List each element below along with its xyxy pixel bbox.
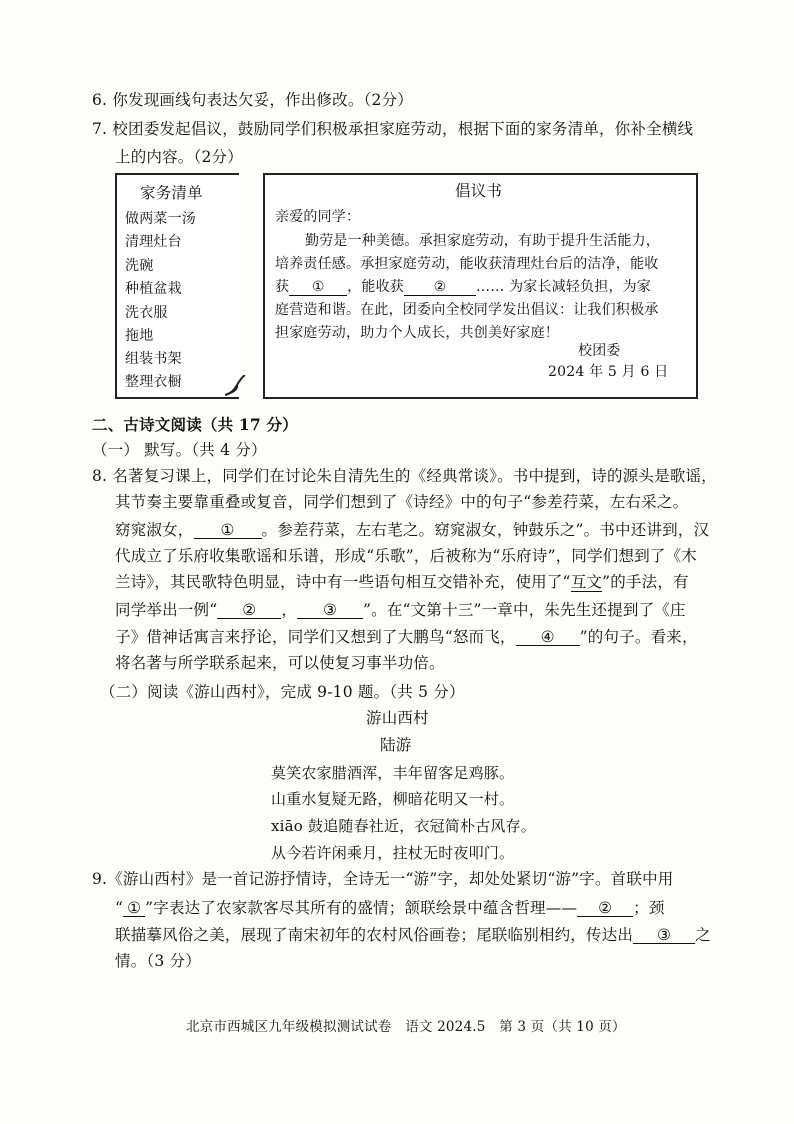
- question-6: 6. 你发现画线句表达欠妥，作出修改。（2分）: [92, 91, 413, 109]
- answer-blank-1[interactable]: ①: [289, 280, 347, 296]
- poem-line: 山重水复疑无路，柳暗花明又一村。: [271, 790, 515, 808]
- question-text: ”的手法，有: [602, 573, 689, 591]
- proposal-text: 获: [275, 279, 290, 295]
- chore-item: 种植盆栽: [125, 281, 182, 297]
- question-9-line: 9.《游山西村》是一首记游抒情诗，全诗无一“游”字，却处处紧切“游”字。首联中用: [92, 870, 674, 888]
- poem-line: xiāo 鼓追随春社近，衣冠简朴古风存。: [271, 817, 537, 835]
- question-text: 。参差荇菜，左右芼之。窈窕淑女，钟鼓乐之”。书中还讲到，汉: [261, 521, 710, 539]
- proposal-date: 2024 年 5 月 6 日: [548, 364, 669, 380]
- question-9-line-with-blanks: [115, 900, 665, 917]
- proposal-text: …… 为家长减轻负担，为家: [476, 279, 652, 295]
- proposal-title: 倡议书: [455, 182, 503, 200]
- question-text: “: [115, 899, 124, 917]
- question-text: ”。在“文第十三”一章中，朱先生还提到了《庄: [363, 601, 686, 619]
- proposal-line: 勤劳是一种美德。承担家庭劳动，有助于提升生活能力，: [305, 233, 660, 249]
- question-text: ，: [281, 601, 298, 619]
- question-text: ”的句子。看来，: [579, 628, 698, 646]
- chore-item: 做两菜一汤: [125, 211, 196, 227]
- proposal-signer: 校团委: [578, 343, 621, 359]
- question-text: 兰诗》，其民歌特色明显，诗中有一些语句相互交错补充，使用了“: [115, 573, 571, 591]
- proposal-line: 庭营造和谐。在此，团委向全校同学发出倡议：让我们积极承: [275, 302, 659, 318]
- proposal-line: 培养责任感。承担家庭劳动，能收获清理灶台后的洁净，能收: [275, 256, 659, 272]
- question-text: ”字表达了农家款客尽其所有的盛情；颔联绘景中蕴含哲理——: [145, 899, 578, 917]
- answer-blank-1[interactable]: ①: [123, 900, 145, 917]
- poem-line: 莫笑农家腊酒浑，丰年留客足鸡豚。: [271, 764, 515, 782]
- subsection-heading: （一） 默写。（共 4 分）: [92, 441, 267, 459]
- question-8-line-with-blank: [115, 629, 698, 646]
- question-8-line: 将名著与所学联系起来，可以使复习事半功倍。: [115, 654, 445, 672]
- question-8-line-with-blanks: [115, 602, 686, 619]
- page-fold-icon: [225, 375, 247, 397]
- question-text: 窈窕淑女，: [115, 521, 194, 539]
- proposal-line: 担家庭劳动，助力个人成长，共创美好家庭！: [275, 325, 559, 341]
- underlined-term: 互文: [570, 573, 603, 591]
- proposal-line-with-blanks: [275, 280, 651, 296]
- subsection-heading: （二）阅读《游山西村》，完成 9-10 题。（共 5 分）: [100, 683, 465, 701]
- answer-blank-2[interactable]: ②: [577, 900, 633, 917]
- question-text: 联描摹风俗之美，展现了南宋初年的农村风俗画卷；尾联临别相约，传达出: [115, 926, 634, 944]
- proposal-greeting: 亲爱的同学：: [275, 209, 361, 225]
- question-text: ；颈: [633, 899, 665, 917]
- poem-author: 陆游: [380, 736, 412, 754]
- question-8-line-with-blank: [115, 522, 709, 539]
- poem-title: 游山西村: [366, 709, 429, 727]
- answer-blank-2[interactable]: ②: [217, 602, 281, 619]
- chore-item: 整理衣橱: [125, 374, 182, 390]
- chore-list-title: 家务清单: [140, 184, 203, 202]
- answer-blank-3[interactable]: ③: [633, 927, 695, 944]
- question-text: 子》借神话寓言来抒论，同学们又想到了大鹏鸟“怒而飞，: [115, 628, 516, 646]
- question-text: 同学举出一例“: [115, 601, 218, 619]
- question-7-line2: 上的内容。（2分）: [115, 148, 243, 166]
- answer-blank-2[interactable]: ②: [404, 280, 476, 296]
- chore-item: 洗衣服: [125, 305, 168, 321]
- question-9-line: 情。（3 分）: [115, 952, 201, 970]
- answer-blank-3[interactable]: ③: [297, 602, 363, 619]
- question-7-line1: 7. 校团委发起倡议，鼓励同学们积极承担家庭劳动，根据下面的家务清单，你补全横线: [92, 120, 694, 138]
- answer-blank-4[interactable]: ④: [516, 629, 580, 646]
- question-8-line-with-underline: [115, 575, 689, 591]
- section-heading: 二、古诗文阅读（共 17 分）: [92, 415, 298, 434]
- question-text: 之: [695, 926, 711, 944]
- proposal-text: ，能收获: [347, 279, 405, 295]
- chore-item: 洗碗: [125, 258, 154, 274]
- poem-line: 从今若许闲乘月，拄杖无时夜叩门。: [271, 844, 515, 862]
- chore-item: 拖地: [125, 328, 154, 344]
- question-9-line-with-blank: [115, 927, 711, 944]
- page-footer: 北京市西城区九年级模拟测试试卷 语文 2024.5 第 3 页（共 10 页）: [186, 1019, 626, 1035]
- question-8-line: 8. 名著复习课上，同学们在讨论朱自清先生的《经典常谈》。书中提到，诗的源头是歌谣，: [92, 467, 717, 485]
- answer-blank-1[interactable]: ①: [194, 522, 262, 539]
- chore-item: 组装书架: [125, 351, 182, 367]
- question-8-line: 其节奏主要靠重叠或复音，同学们想到了《诗经》中的句子“参差荇菜，左右采之。: [115, 493, 689, 511]
- chore-item: 清理灶台: [125, 234, 182, 250]
- question-8-line: 代成立了乐府收集歌谣和乐谱，形成“乐歌”，后被称为“乐府诗”，同学们想到了《木: [115, 547, 697, 565]
